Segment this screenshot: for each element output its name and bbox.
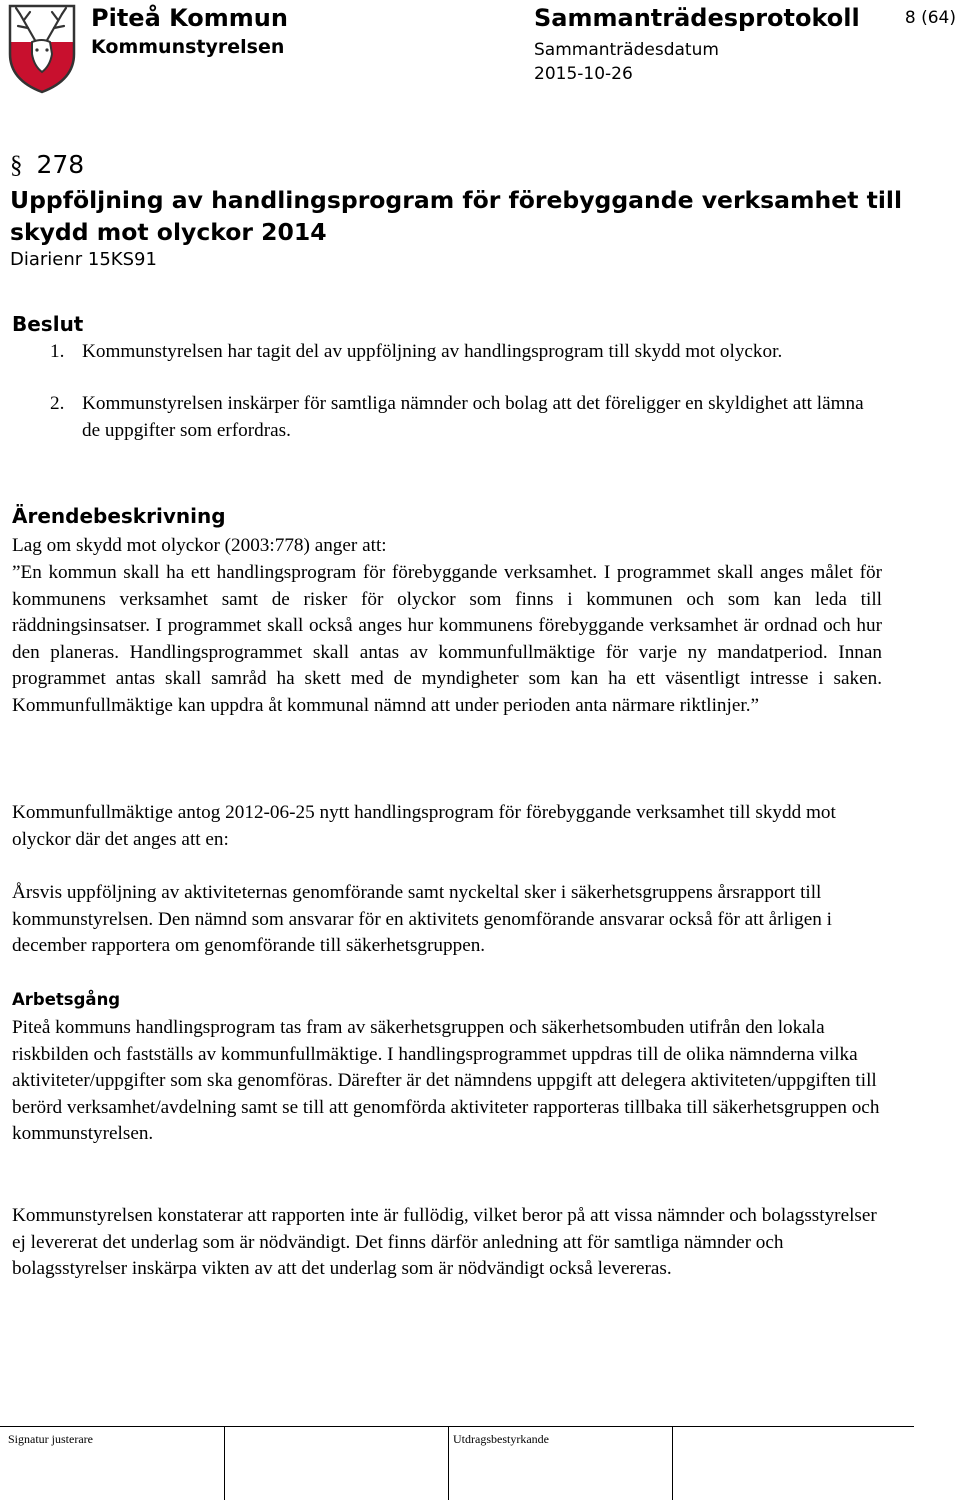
board-name: Kommunstyrelsen: [91, 36, 285, 58]
diarie-number: Diarienr 15KS91: [10, 249, 157, 270]
process-paragraph-2: Kommunstyrelsen konstaterar att rapporten inte är fullödig, vilket beror på att vissa nämnder och bolagsstyrelser ej levererat det underlag som är nödvändigt. Det finns därför anledning att för samtliga nämnder och bolagsstyrelser inskärpa vikten av att det underlag som är nödvändigt också levereras.: [12, 1205, 877, 1280]
section-title: Uppföljning av handlingsprogram för förebyggande verksamhet till skydd mot olyckor 2014: [10, 186, 903, 246]
description-intro: Lag om skydd mot olyckor (2003:778) anger att:: [12, 535, 387, 556]
decision-item: [12, 390, 882, 444]
decision-item-number: 2.: [50, 393, 65, 414]
decision-item: [12, 338, 882, 365]
signature-label: Signatur justerare: [8, 1432, 93, 1446]
org-name: Piteå Kommun: [91, 4, 288, 32]
footer-rule: [0, 1426, 914, 1427]
decision-item-text: Kommunstyrelsen har tagit del av uppföljning av handlingsprogram till skydd mot olyckor.: [82, 341, 783, 362]
reindeer-shield-icon: [6, 2, 78, 94]
decision-heading: Beslut: [12, 312, 84, 336]
section-number-row: [10, 150, 84, 180]
process-paragraph-1: Piteå kommuns handlingsprogram tas fram av säkerhetsgruppen och säkerhetsombuden utifrån den lokala riskbilden och fastställs av kommunfullmäktige. I handlingsprogrammet uppdras till de olika nämnderna vilka aktiviteter/uppgifter som ska genomföras. Därefter är det nämndens uppgift att delegera aktiviteten/uppgiften till berörd verksamhet/avdelning samt se till att genomförda aktiviteter rapporteras tillbaka till säkerhetsgruppen och kommunstyrelsen.: [12, 1017, 880, 1145]
decision-item-text: Kommunstyrelsen inskärper för samtliga nämnder och bolag att det föreligger en skyldighet att lämna de uppgifter som erfordras.: [82, 393, 864, 441]
description-heading: Ärendebeskrivning: [12, 504, 226, 528]
description-paragraph-3: Årsvis uppföljning av aktiviteternas genomförande samt nyckeltal sker i säkerhetsgruppens årsrapport till kommunstyrelsen. Den nämnd som ansvarar för en aktivitets genomförande ansvarar också för att årligen i december rapportera om genomförande till säkerhetsgruppen.: [12, 882, 833, 957]
decision-list: [12, 338, 882, 469]
law-quote: ”En kommun skall ha ett handlingsprogram för förebyggande verksamhet. I programmet skall anges målet för kommunens verksamhet samt de risker för olyckor som finns i kommunen och som kan leda till räddningsinsatser. I programmet skall också anges hur kommunens förebyggande verksamhet är ordnad och hur den planeras. Handlingsprogrammet skall antas av kommunfullmäktige för varje ny mandatperiod. Innan programmet antas skall samråd ha skett med de myndigheter som kan ha ett väsentligt intresse i saken. Kommunfullmäktige kan uppdra åt kommunal nämnd att under perioden anta närmare riktlinjer.”: [12, 562, 882, 716]
extract-certification-label: Utdragsbestyrkande: [453, 1432, 549, 1446]
meeting-date: 2015-10-26: [534, 64, 633, 84]
footer-divider: [672, 1426, 673, 1500]
decision-item-number: 1.: [50, 341, 65, 362]
meeting-date-label: Sammanträdesdatum: [534, 40, 719, 60]
section-symbol: §: [10, 152, 23, 179]
document-type: Sammanträdesprotokoll: [534, 4, 860, 32]
footer-divider: [224, 1426, 225, 1500]
description-paragraph-2: Kommunfullmäktige antog 2012-06-25 nytt handlingsprogram för förebyggande verksamhet till skydd mot olyckor där det anges att en:: [12, 802, 836, 850]
footer-divider: [448, 1426, 449, 1500]
section-number: 278: [36, 150, 85, 179]
page-number: 8 (64): [904, 8, 956, 28]
process-heading: Arbetsgång: [12, 990, 121, 1009]
